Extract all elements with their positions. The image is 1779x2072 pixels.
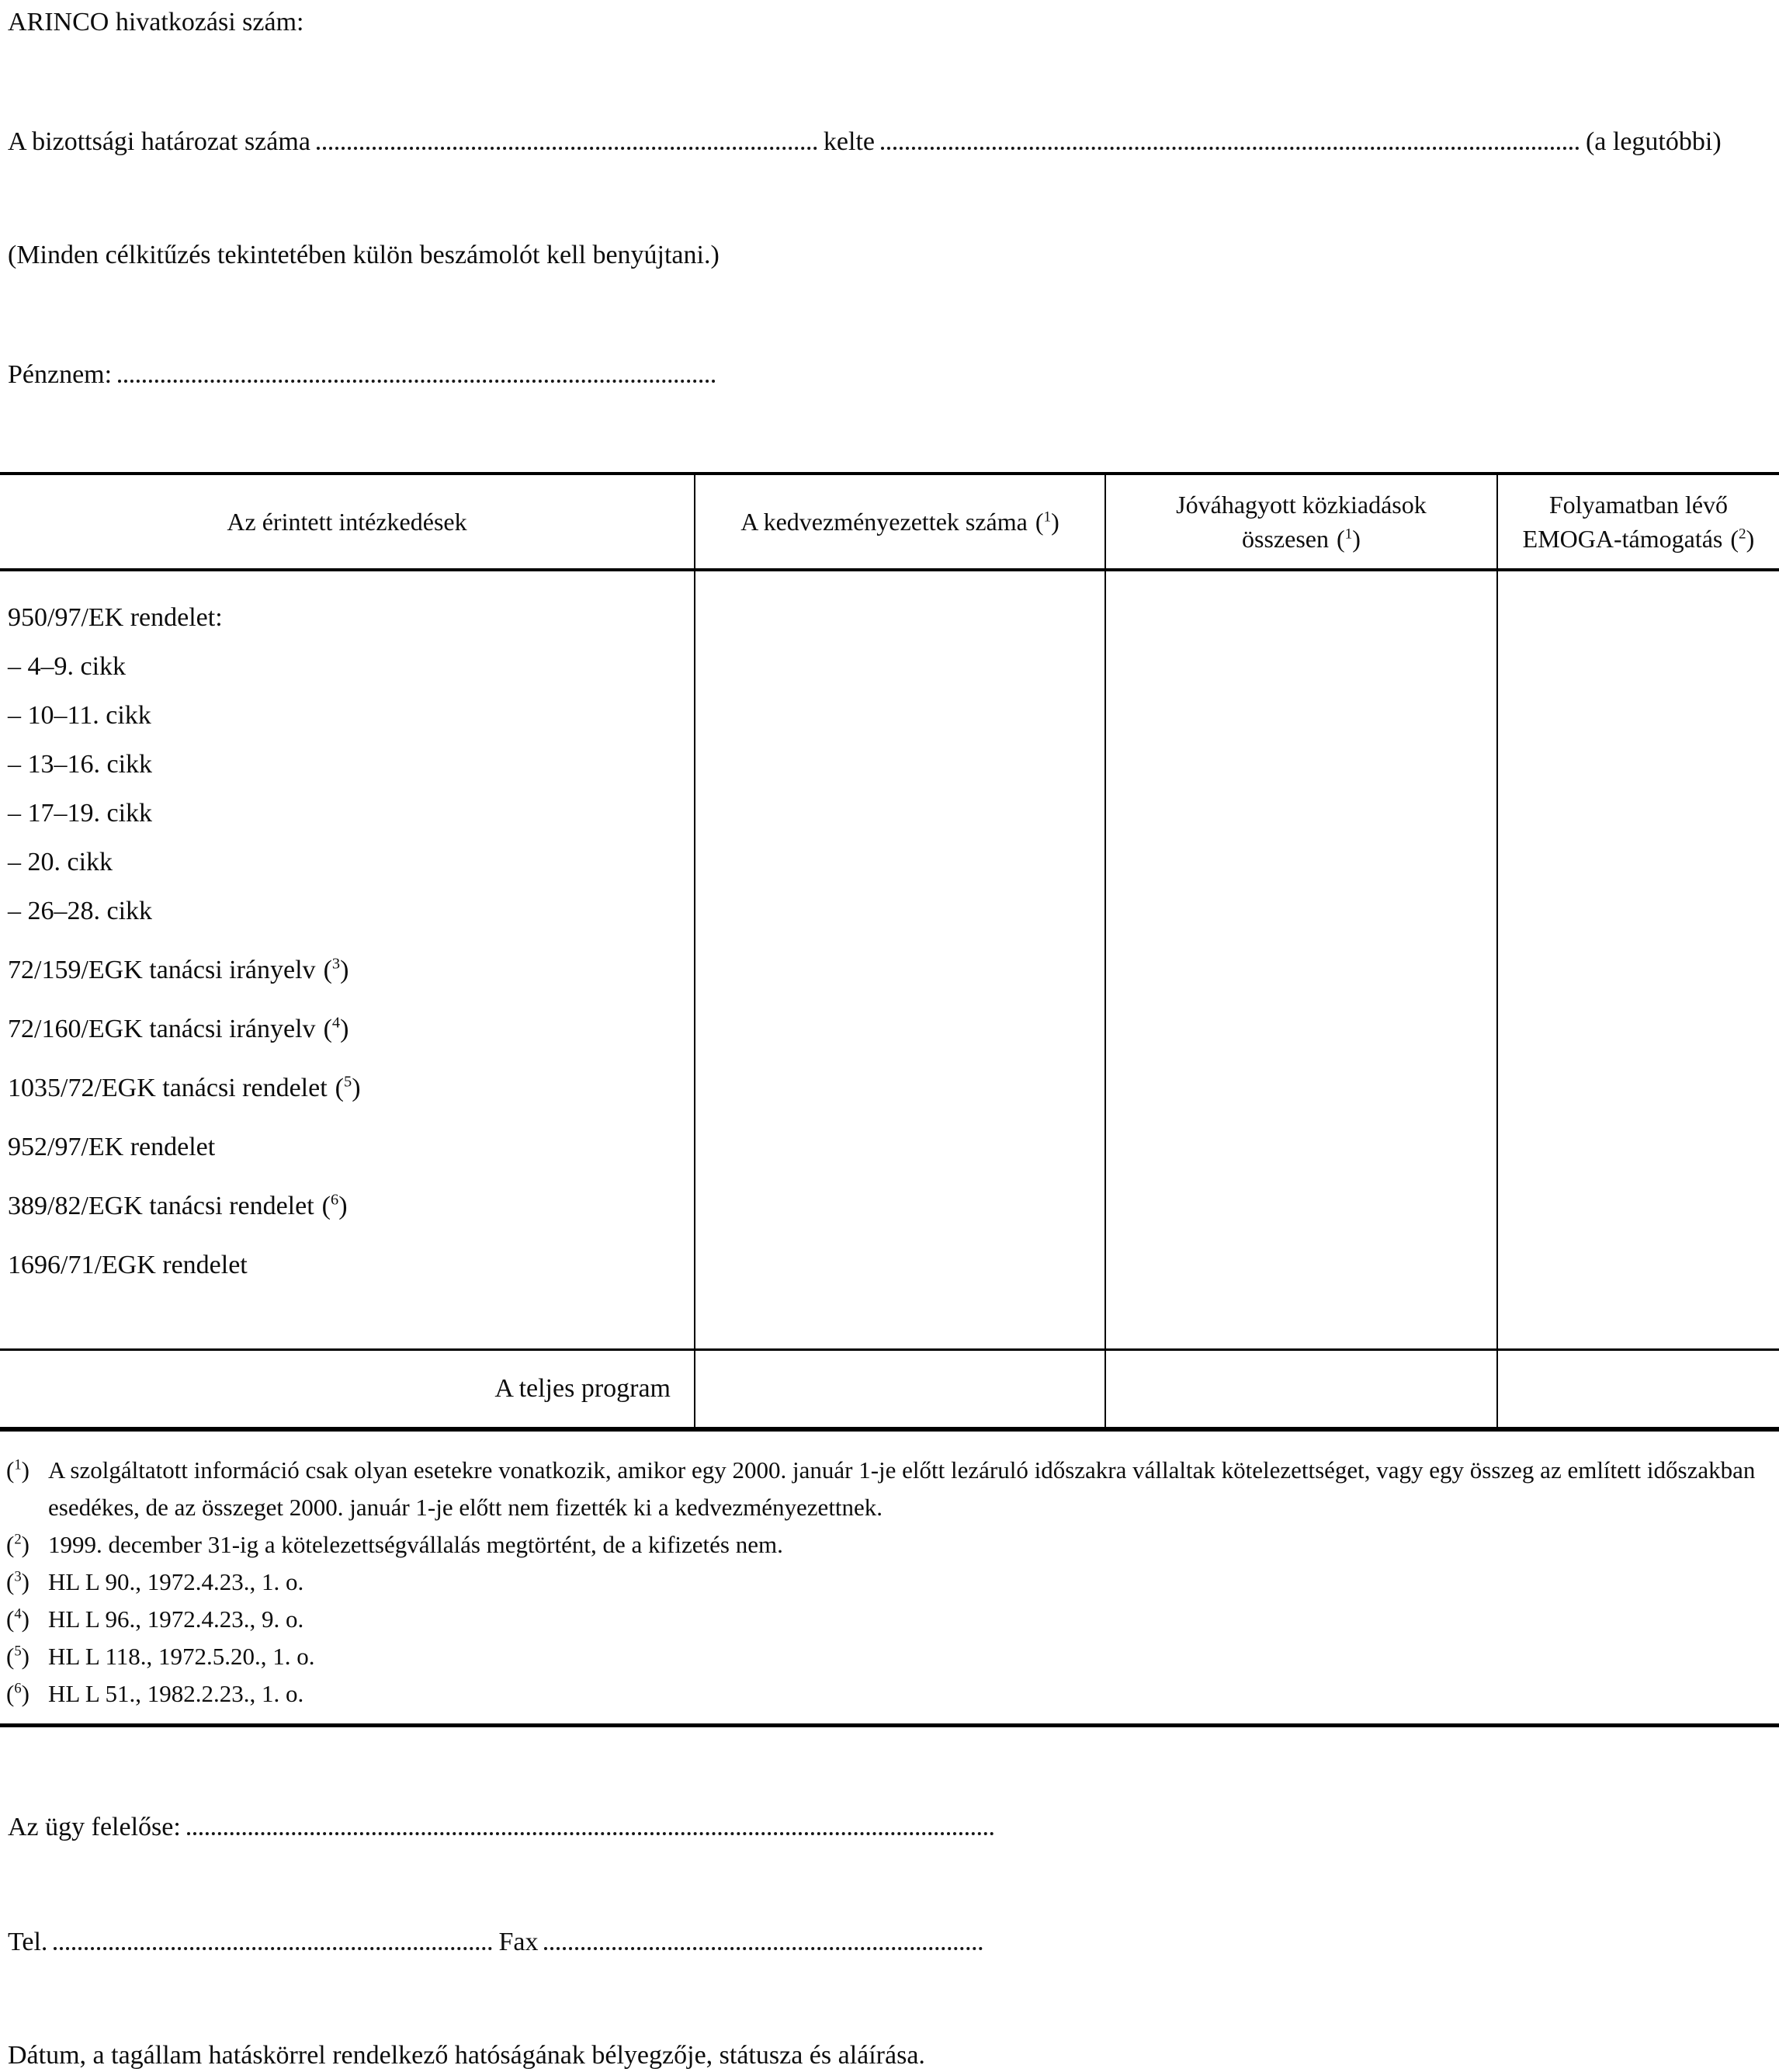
tel-label: Tel.	[8, 1928, 48, 1956]
measure-row: – 10–11. cikk	[8, 701, 151, 730]
footnotes-divider	[0, 1723, 1779, 1727]
footnote-text: 1999. december 31-ig a kötelezettségvállalás megtörtént, de a kifizetés nem.	[48, 1531, 783, 1558]
eaggf-support-cell-empty	[1497, 570, 1779, 1350]
tel-blank	[54, 1945, 492, 1950]
footnote-text: HL L 90., 1972.4.23., 1. o.	[48, 1568, 304, 1595]
footnote: ($^3$) HL L 90., 1972.4.23., 1. o.	[6, 1564, 1774, 1601]
measure-row: 952/97/EK rendelet	[8, 1133, 216, 1161]
header-eaggf-support: Folyamatban lévő EMOGA-támogatás ($^2$)	[1497, 474, 1779, 570]
public-expenditure-cell-empty	[1105, 570, 1497, 1350]
footnote-text: HL L 51., 1982.2.23., 1. o.	[48, 1680, 304, 1707]
measures-table	[0, 472, 1779, 1432]
measure-row: – 17–19. cikk	[8, 799, 153, 828]
table-header	[0, 474, 1779, 570]
decision-line	[0, 126, 1779, 158]
fax-label: Fax	[498, 1928, 539, 1956]
measure-row: – 26–28. cikk	[8, 897, 153, 925]
header-public-expenditure: Jóváhagyott közkiadások összesen ($^1$)	[1105, 474, 1497, 570]
measure-row: – 4–9. cikk	[8, 652, 127, 681]
decision-date-blank	[881, 144, 1580, 150]
total-eaggf-support-cell-empty	[1497, 1350, 1779, 1430]
currency-blank	[118, 377, 716, 383]
measure-row: – 13–16. cikk	[8, 750, 153, 779]
footnote-text: HL L 96., 1972.4.23., 9. o.	[48, 1605, 304, 1633]
decision-number-blank	[317, 144, 817, 150]
footnotes-block	[0, 1452, 1779, 1713]
footnote: ($^1$) A szolgáltatott információ csak olyan esetekre vonatkozik, amikor egy 2000. január 1-je előtt lezáruló időszakra vállaltak kötelezettséget, vagy egy összeg az említett időszakban esedékes, de az összeget 2000. január 1-je előtt nem fizették ki a kedvezményezettnek.	[6, 1452, 1774, 1526]
fax-blank	[544, 1945, 983, 1950]
measure-row: 389/82/EGK tanácsi rendelet ($^6$)	[8, 1191, 348, 1220]
arinco-reference-label: ARINCO hivatkozási szám:	[8, 8, 304, 36]
footnote-text: HL L 118., 1972.5.20., 1. o.	[48, 1643, 315, 1670]
footnote-text: A szolgáltatott információ csak olyan esetekre vonatkozik, amikor egy 2000. január 1-je előtt lezáruló időszakra vállaltak kötelezettséget, vagy egy összeg az említett időszakban esedékes, de az összeget 2000. január 1-je előtt nem fizették ki a kedvezményezettnek.	[48, 1456, 1756, 1521]
measure-row: 1035/72/EGK tanácsi rendelet ($^5$)	[8, 1073, 361, 1102]
measures-body-row	[0, 570, 1779, 1350]
decision-date-label: kelte	[823, 127, 875, 156]
responsible-label: Az ügy felelőse:	[8, 1813, 181, 1841]
header-measures: Az érintett intézkedések	[0, 474, 695, 570]
measure-row: – 20. cikk	[8, 848, 113, 876]
total-public-expenditure-cell-empty	[1105, 1350, 1497, 1430]
total-beneficiaries-cell-empty	[695, 1350, 1105, 1430]
measure-row: 72/159/EGK tanácsi irányelv ($^3$)	[8, 955, 349, 984]
measures-list	[8, 593, 686, 1289]
objective-note: (Minden célkitűzés tekintetében külön beszámolót kell benyújtani.)	[8, 241, 720, 269]
measure-row: 1696/71/EGK rendelet	[8, 1251, 248, 1279]
decision-latest-label: (a legutóbbi)	[1585, 127, 1722, 156]
signature-line: Dátum, a tagállam hatáskörrel rendelkező hatóságának bélyegzője, státusza és aláírása.	[8, 2041, 925, 2070]
total-row-label: A teljes program	[0, 1350, 695, 1430]
tel-fax-line	[0, 1926, 1779, 1959]
measures-list-cell	[0, 570, 695, 1350]
header-beneficiaries: A kedvezményezettek száma ($^1$)	[695, 474, 1105, 570]
footnote: ($^6$) HL L 51., 1982.2.23., 1. o.	[6, 1675, 1774, 1713]
footnote: ($^5$) HL L 118., 1972.5.20., 1. o.	[6, 1638, 1774, 1675]
total-row	[0, 1350, 1779, 1430]
footnote: ($^4$) HL L 96., 1972.4.23., 9. o.	[6, 1601, 1774, 1638]
responsible-line	[0, 1811, 1779, 1844]
currency-label: Pénznem:	[8, 360, 113, 389]
responsible-blank	[187, 1830, 994, 1835]
beneficiaries-cell-empty	[695, 570, 1105, 1350]
currency-line	[0, 359, 1779, 391]
footnote: ($^2$) 1999. december 31-ig a kötelezettségvállalás megtörtént, de a kifizetés nem.	[6, 1526, 1774, 1564]
decision-number-label: A bizottsági határozat száma	[8, 127, 310, 156]
measure-row: 950/97/EK rendelet:	[8, 603, 223, 632]
measure-row: 72/160/EGK tanácsi irányelv ($^4$)	[8, 1014, 349, 1043]
